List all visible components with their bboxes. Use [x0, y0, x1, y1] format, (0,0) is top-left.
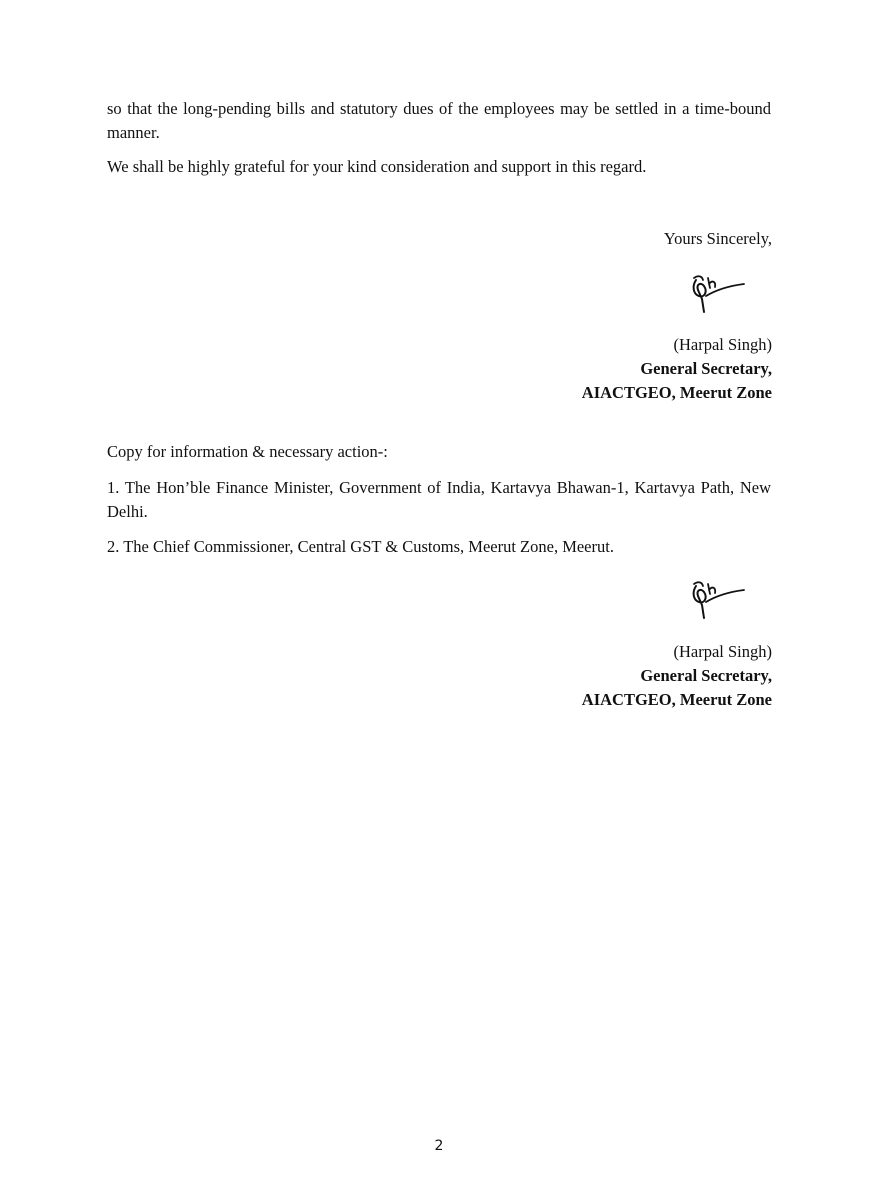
signature-1 — [684, 266, 754, 314]
copy-item-1: 1. The Hon’ble Finance Minister, Government of India, Kartavya Bhawan-1, Kartavya Path, New Delhi. — [107, 478, 771, 521]
signatory-name: (Harpal Singh) — [673, 642, 772, 661]
signature-2 — [684, 572, 754, 620]
signature-block-2 — [582, 640, 772, 712]
copy-heading: Copy for information & necessary action-: — [107, 442, 388, 461]
body-paragraph-2: We shall be highly grateful for your kind consideration and support in this regard. — [107, 157, 647, 176]
salutation-text: Yours Sincerely, — [663, 229, 772, 248]
page-number: 2 — [434, 1138, 444, 1154]
body-paragraph-1: so that the long-pending bills and statutory dues of the employees may be settled in a time-bound manner. — [107, 99, 771, 142]
signature-block-1 — [582, 333, 772, 405]
signatory-organization: AIACTGEO, Meerut Zone — [581, 383, 772, 402]
signatory-designation: General Secretary, — [640, 666, 772, 685]
signatory-name: (Harpal Singh) — [673, 335, 772, 354]
copy-item-2: 2. The Chief Commissioner, Central GST & Customs, Meerut Zone, Meerut. — [107, 537, 614, 556]
signatory-designation: General Secretary, — [640, 359, 772, 378]
closing-salutation — [664, 227, 772, 251]
signatory-organization: AIACTGEO, Meerut Zone — [581, 690, 772, 709]
